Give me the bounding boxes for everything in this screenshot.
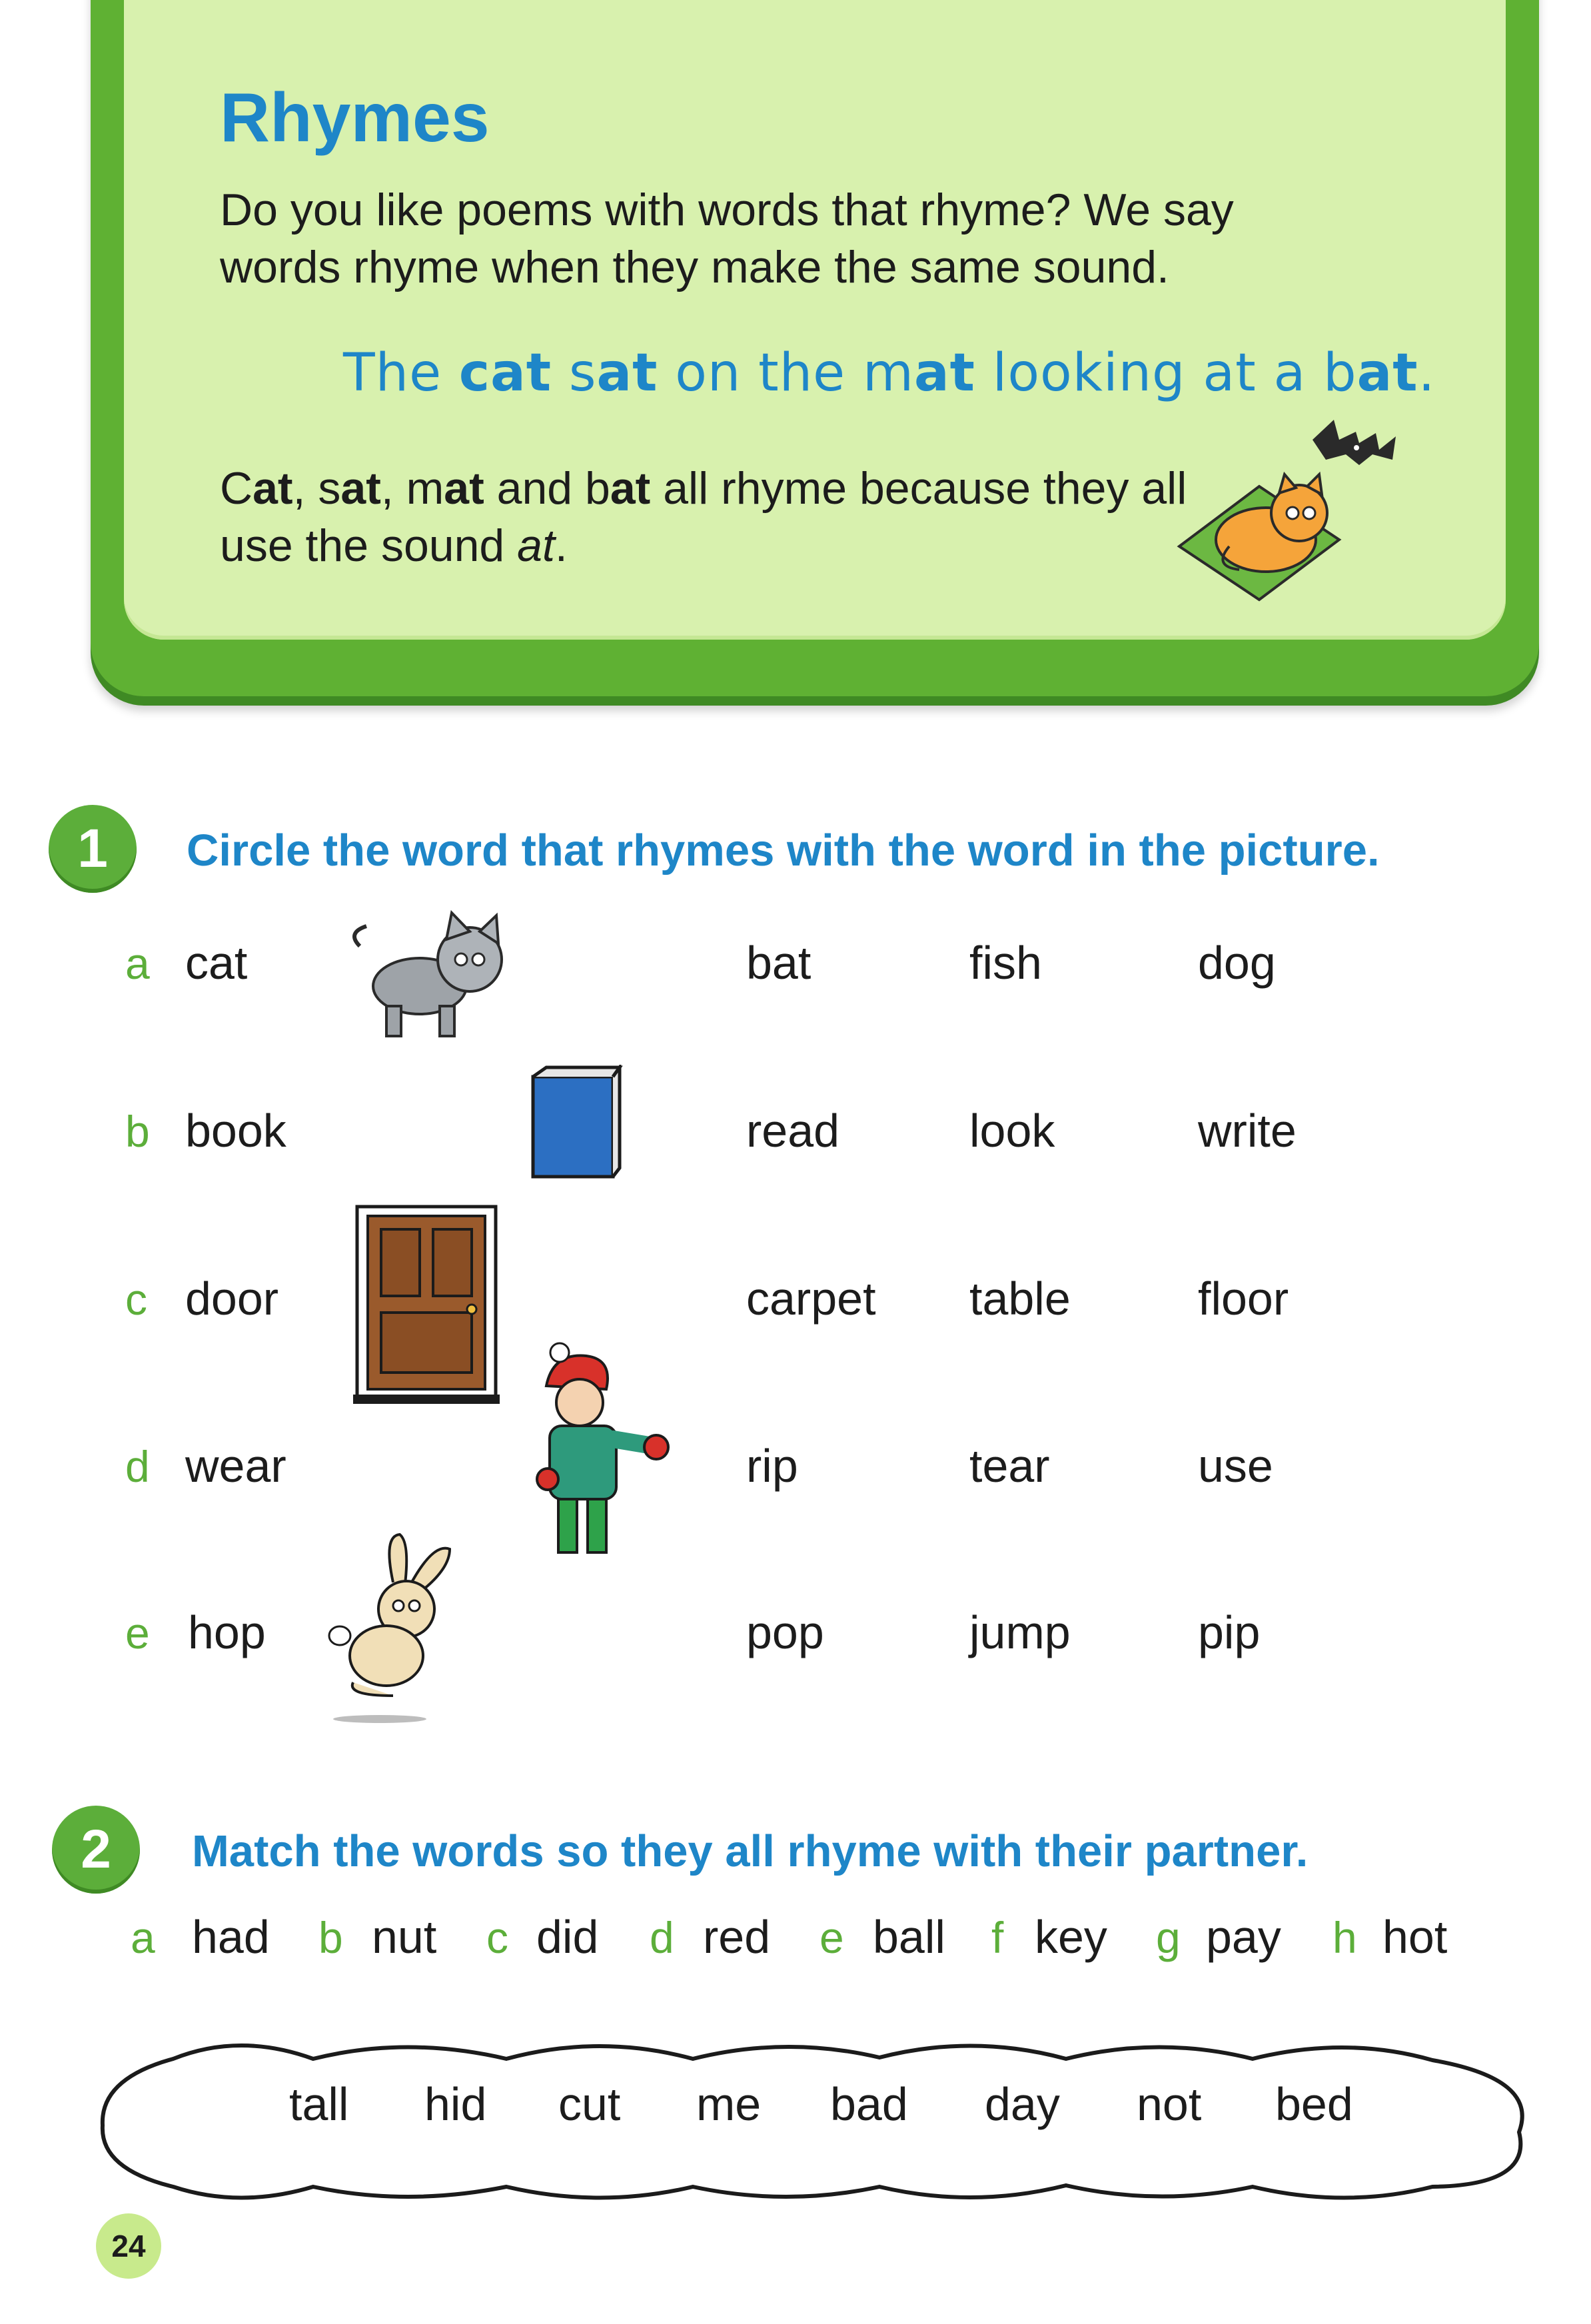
item-h-word[interactable]: hot [1382, 1911, 1448, 1963]
item-a-letter: a [131, 1913, 155, 1962]
cat-on-mat-icon [1159, 413, 1419, 606]
exercise-2-instruction: Match the words so they all rhyme with their partner. [192, 1826, 1309, 1876]
item-e-word[interactable]: ball [873, 1911, 945, 1963]
example-sentence: The cat sat on the mat looking at a bat. [343, 343, 1436, 403]
child-winter-clothes-icon [533, 1339, 673, 1562]
row-c-word: door [185, 1273, 279, 1325]
cloud-word-4[interactable]: me [696, 2078, 762, 2130]
row-a-option-3[interactable]: dog [1198, 937, 1276, 989]
row-e-option-1[interactable]: pop [746, 1606, 824, 1658]
row-e-option-2[interactable]: jump [969, 1606, 1071, 1658]
item-c-word[interactable]: did [536, 1911, 599, 1963]
row-e-option-3[interactable]: pip [1198, 1606, 1261, 1658]
cloud-word-2[interactable]: hid [424, 2078, 487, 2130]
cloud-word-7[interactable]: not [1137, 2078, 1202, 2130]
row-a-word: cat [185, 937, 248, 989]
row-b-option-3[interactable]: write [1198, 1105, 1297, 1157]
row-e-letter: e [125, 1608, 150, 1658]
item-g-letter: g [1156, 1913, 1181, 1962]
row-e-word: hop [188, 1606, 266, 1658]
row-d-option-1[interactable]: rip [746, 1440, 798, 1492]
cloud-word-5[interactable]: bad [830, 2078, 908, 2130]
door-icon [353, 1203, 500, 1406]
item-a-word[interactable]: had [192, 1911, 270, 1963]
item-b-letter: b [318, 1913, 343, 1962]
row-a-option-1[interactable]: bat [746, 937, 811, 989]
bat-icon [1313, 420, 1396, 465]
row-b-word: book [185, 1105, 286, 1157]
cloud-word-3[interactable]: cut [558, 2078, 621, 2130]
row-b-option-2[interactable]: look [969, 1105, 1055, 1157]
item-e-letter: e [819, 1913, 844, 1962]
rabbit-icon [320, 1529, 466, 1729]
item-f-letter: f [991, 1913, 1004, 1962]
row-a-letter: a [125, 939, 150, 988]
exercise-2-number: 2 [52, 1806, 140, 1894]
item-g-word[interactable]: pay [1206, 1911, 1281, 1963]
item-d-letter: d [650, 1913, 674, 1962]
row-a-option-2[interactable]: fish [969, 937, 1042, 989]
item-b-word[interactable]: nut [372, 1911, 437, 1963]
exercise-1-number: 1 [49, 805, 137, 893]
row-c-option-2[interactable]: table [969, 1273, 1071, 1325]
row-b-letter: b [125, 1107, 150, 1156]
explain-text: Cat, sat, mat and bat all rhyme because they all use the sound at. [220, 463, 1187, 571]
row-d-option-3[interactable]: use [1198, 1440, 1273, 1492]
item-c-letter: c [486, 1913, 508, 1962]
cloud-word-8[interactable]: bed [1275, 2078, 1353, 2130]
cloud-word-6[interactable]: day [985, 2078, 1060, 2130]
row-c-option-3[interactable]: floor [1198, 1273, 1289, 1325]
item-d-word[interactable]: red [703, 1911, 771, 1963]
book-icon [526, 1065, 626, 1181]
row-c-letter: c [125, 1275, 147, 1324]
page-title: Rhymes [220, 79, 490, 157]
row-d-letter: d [125, 1442, 150, 1491]
cat-icon [346, 906, 526, 1046]
cloud-word-1[interactable]: tall [289, 2078, 349, 2130]
item-f-word[interactable]: key [1035, 1911, 1107, 1963]
exercise-1-instruction: Circle the word that rhymes with the word in the picture. [187, 826, 1380, 875]
row-b-option-1[interactable]: read [746, 1105, 840, 1157]
row-d-word: wear [185, 1440, 286, 1492]
row-d-option-2[interactable]: tear [969, 1440, 1050, 1492]
page-number: 24 [96, 2213, 161, 2279]
row-c-option-1[interactable]: carpet [746, 1273, 876, 1325]
intro-text: Do you like poems with words that rhyme? We say words rhyme when they make the same sound. [220, 185, 1234, 292]
item-h-letter: h [1332, 1913, 1357, 1962]
